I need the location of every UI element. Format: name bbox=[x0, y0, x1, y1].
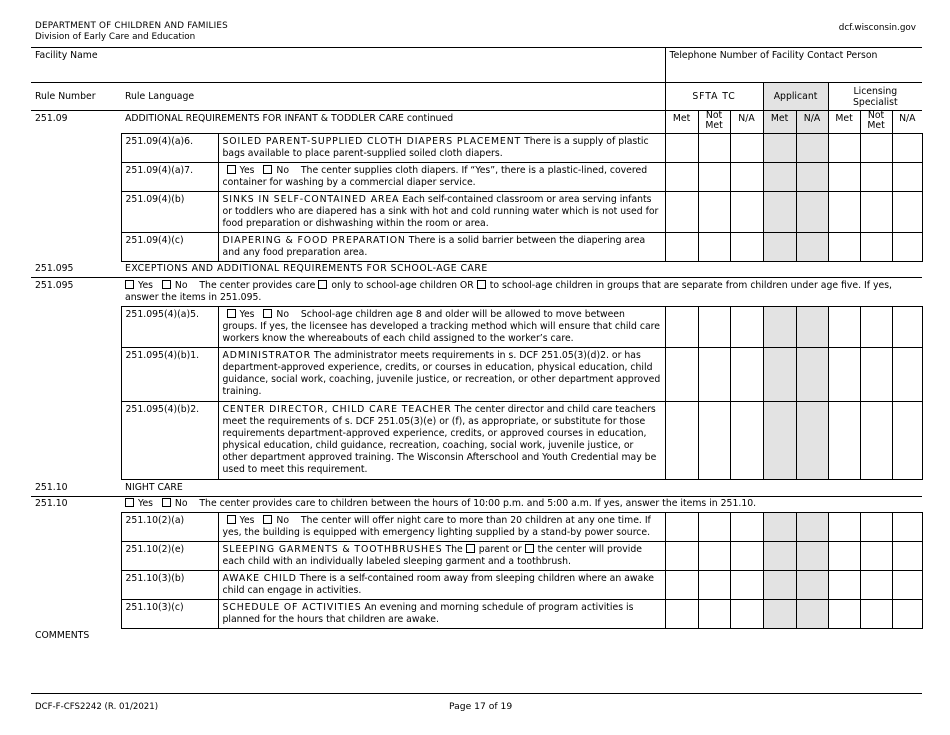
check-cell-ls-met[interactable] bbox=[828, 307, 860, 348]
check-cell-ls-not-met[interactable] bbox=[860, 163, 892, 192]
check-cell-ls-met[interactable] bbox=[828, 348, 860, 402]
check-cell-applicant-met[interactable] bbox=[763, 233, 796, 262]
check-cell-ls-met[interactable] bbox=[828, 402, 860, 480]
no-label: No bbox=[174, 280, 188, 291]
question-text-part: only to school-age children OR bbox=[331, 280, 474, 291]
check-cell-sfta-na[interactable] bbox=[730, 513, 763, 542]
check-cell-ls-na[interactable] bbox=[892, 134, 922, 163]
rule-number-header: Rule Number bbox=[31, 83, 121, 111]
comments-label: COMMENTS bbox=[35, 630, 90, 641]
check-cell-sfta-met[interactable] bbox=[665, 600, 698, 629]
rule-text: Each self-contained classroom or area serving infants or toddlers who are diapered has a sink with hot and cold running water which is not used for food preparation or dishwashing within the room or area. bbox=[222, 194, 659, 229]
yes-checkbox[interactable] bbox=[227, 165, 236, 174]
no-checkbox[interactable] bbox=[162, 280, 171, 289]
rule-number: 251.09(4)(c) bbox=[121, 233, 218, 262]
yes-checkbox[interactable] bbox=[125, 498, 134, 507]
check-cell-ls-na[interactable] bbox=[892, 163, 922, 192]
rule-text: There is a self-contained room away from sleeping children where an awake child can engage in activities. bbox=[222, 573, 654, 596]
check-cell-applicant-na[interactable] bbox=[796, 402, 828, 480]
facility-name-label: Facility Name bbox=[35, 50, 98, 61]
no-label: No bbox=[276, 165, 290, 176]
check-cell-sfta-na[interactable] bbox=[730, 233, 763, 262]
rule-number: 251.10(3)(c) bbox=[121, 600, 218, 629]
question-number: 251.095 bbox=[31, 278, 121, 307]
check-cell-sfta-met[interactable] bbox=[665, 307, 698, 348]
met-header: Met bbox=[665, 111, 698, 134]
check-cell-ls-not-met[interactable] bbox=[860, 192, 892, 233]
question-row bbox=[31, 278, 922, 307]
rule-text: The center supplies cloth diapers. If “Yes”, there is a plastic-lined, covered container for washing by a commercial diaper service. bbox=[222, 165, 648, 188]
rule-heading: AWAKE CHILD bbox=[222, 573, 297, 584]
not-met-header: Not Met bbox=[698, 111, 730, 134]
rule-language bbox=[218, 571, 665, 600]
check-cell-ls-not-met[interactable] bbox=[860, 307, 892, 348]
rule-text: The center director and child care teachers meet the requirements of s. DCF 251.05(3)(e) or (f), as appropriate, or substitute for those requirements department-approved experience, credits, or approved courses in education, physical education, child guidance, recreation, coaching, social work, juvenile justice, or other department approved training. The Wisconsin Afterschool and Youth Credential may be used to meet this requirement. bbox=[222, 404, 657, 475]
rule-heading: SLEEPING GARMENTS & TOOTHBRUSHES bbox=[222, 544, 443, 555]
check-cell-ls-na[interactable] bbox=[892, 571, 922, 600]
check-cell-ls-na[interactable] bbox=[892, 402, 922, 480]
check-cell-sfta-not-met[interactable] bbox=[698, 163, 730, 192]
no-label: No bbox=[174, 498, 188, 509]
check-cell-sfta-not-met[interactable] bbox=[698, 307, 730, 348]
document-header bbox=[35, 21, 228, 43]
comments-row[interactable] bbox=[31, 629, 922, 685]
check-cell-applicant-na[interactable] bbox=[796, 600, 828, 629]
section-title: NIGHT CARE bbox=[125, 482, 183, 493]
check-cell-sfta-na[interactable] bbox=[730, 402, 763, 480]
rule-heading: SINKS IN SELF-CONTAINED AREA bbox=[222, 194, 400, 205]
rule-row bbox=[31, 233, 922, 262]
met-header: Met bbox=[828, 111, 860, 134]
rule-text-part: The bbox=[445, 544, 463, 555]
check-cell-ls-met[interactable] bbox=[828, 600, 860, 629]
rule-heading: SOILED PARENT-SUPPLIED CLOTH DIAPERS PLACEMENT bbox=[222, 136, 522, 147]
rule-text: There is a solid barrier between the diapering area and any food preparation area. bbox=[222, 235, 646, 258]
check-cell-applicant-met[interactable] bbox=[763, 402, 796, 480]
rule-row bbox=[31, 348, 922, 402]
yes-checkbox[interactable] bbox=[125, 280, 134, 289]
separate-groups-checkbox[interactable] bbox=[477, 280, 486, 289]
question-text bbox=[121, 497, 922, 513]
only-school-age-checkbox[interactable] bbox=[318, 280, 327, 289]
rule-language bbox=[218, 348, 665, 402]
check-cell-sfta-not-met[interactable] bbox=[698, 600, 730, 629]
check-cell-applicant-na[interactable] bbox=[796, 542, 828, 571]
check-cell-sfta-met[interactable] bbox=[665, 402, 698, 480]
check-cell-ls-not-met[interactable] bbox=[860, 348, 892, 402]
check-cell-sfta-na[interactable] bbox=[730, 600, 763, 629]
licensing-specialist-header: Licensing Specialist bbox=[828, 83, 922, 111]
check-cell-ls-na[interactable] bbox=[892, 348, 922, 402]
check-cell-ls-met[interactable] bbox=[828, 542, 860, 571]
check-cell-sfta-met[interactable] bbox=[665, 571, 698, 600]
check-cell-ls-not-met[interactable] bbox=[860, 571, 892, 600]
na-header: N/A bbox=[796, 111, 828, 134]
rule-text-part: the center will provide each child with an individually labeled sleeping garment and a toothbrush. bbox=[222, 544, 642, 567]
rule-language bbox=[218, 600, 665, 629]
facility-name-field[interactable] bbox=[31, 48, 665, 83]
rule-language bbox=[218, 233, 665, 262]
footer-divider bbox=[31, 693, 922, 694]
check-cell-sfta-not-met[interactable] bbox=[698, 134, 730, 163]
check-cell-sfta-not-met[interactable] bbox=[698, 542, 730, 571]
yes-label: Yes bbox=[239, 515, 255, 526]
check-cell-ls-na[interactable] bbox=[892, 513, 922, 542]
met-header: Met bbox=[763, 111, 796, 134]
rule-text: An evening and morning schedule of program activities is planned for the hours that children are awake. bbox=[222, 602, 634, 625]
rule-row bbox=[31, 307, 922, 348]
rule-text-part: parent or bbox=[478, 544, 522, 555]
telephone-label: Telephone Number of Facility Contact Person bbox=[669, 50, 878, 61]
check-cell-ls-met[interactable] bbox=[828, 163, 860, 192]
check-cell-sfta-met[interactable] bbox=[665, 542, 698, 571]
rule-heading: DIAPERING & FOOD PREPARATION bbox=[222, 235, 406, 246]
rule-row bbox=[31, 192, 922, 233]
rule-text: School-age children age 8 and older will be allowed to move between groups. If yes, the licensee has developed a tracking method which will ensure that child care workers know the whereabouts of each child assigned to the worker’s care. bbox=[222, 309, 661, 344]
check-cell-applicant-met[interactable] bbox=[763, 571, 796, 600]
check-cell-ls-na[interactable] bbox=[892, 600, 922, 629]
check-cell-sfta-met[interactable] bbox=[665, 348, 698, 402]
rule-number: 251.10(2)(a) bbox=[121, 513, 218, 542]
check-cell-applicant-na[interactable] bbox=[796, 513, 828, 542]
rule-number: 251.095(4)(b)1. bbox=[121, 348, 218, 402]
rule-row bbox=[31, 571, 922, 600]
check-cell-ls-na[interactable] bbox=[892, 542, 922, 571]
check-cell-ls-not-met[interactable] bbox=[860, 542, 892, 571]
question-text-part: The center provides care bbox=[199, 280, 316, 291]
yes-label: Yes bbox=[138, 498, 154, 509]
rule-row bbox=[31, 513, 922, 542]
question-text-part: to school-age children in groups that are separate from children under age five. If yes, answer the items in 251.095. bbox=[125, 280, 893, 303]
check-cell-ls-na[interactable] bbox=[892, 307, 922, 348]
rule-row bbox=[31, 542, 922, 571]
check-cell-ls-not-met[interactable] bbox=[860, 402, 892, 480]
check-cell-applicant-na[interactable] bbox=[796, 163, 828, 192]
rule-language bbox=[218, 513, 665, 542]
check-cell-applicant-met[interactable] bbox=[763, 192, 796, 233]
rule-row bbox=[31, 163, 922, 192]
rule-language bbox=[218, 402, 665, 480]
check-cell-ls-na[interactable] bbox=[892, 192, 922, 233]
facility-row bbox=[31, 48, 922, 83]
rule-heading: CENTER DIRECTOR, CHILD CARE TEACHER bbox=[222, 404, 452, 415]
check-cell-applicant-met[interactable] bbox=[763, 163, 796, 192]
check-cell-applicant-na[interactable] bbox=[796, 348, 828, 402]
rule-row bbox=[31, 600, 922, 629]
check-cell-sfta-na[interactable] bbox=[730, 571, 763, 600]
check-cell-sfta-met[interactable] bbox=[665, 233, 698, 262]
rule-language bbox=[218, 307, 665, 348]
rule-language bbox=[218, 134, 665, 163]
check-cell-ls-not-met[interactable] bbox=[860, 513, 892, 542]
rule-number: 251.09(4)(a)7. bbox=[121, 163, 218, 192]
no-checkbox[interactable] bbox=[263, 515, 272, 524]
check-cell-sfta-met[interactable] bbox=[665, 134, 698, 163]
rule-number: 251.10(3)(b) bbox=[121, 571, 218, 600]
rule-language-header: Rule Language bbox=[121, 83, 665, 111]
check-cell-applicant-met[interactable] bbox=[763, 348, 796, 402]
center-checkbox[interactable] bbox=[525, 544, 534, 553]
check-cell-ls-na[interactable] bbox=[892, 233, 922, 262]
no-label: No bbox=[276, 515, 290, 526]
rule-number: 251.09(4)(a)6. bbox=[121, 134, 218, 163]
check-cell-sfta-not-met[interactable] bbox=[698, 233, 730, 262]
check-cell-applicant-met[interactable] bbox=[763, 134, 796, 163]
question-row bbox=[31, 497, 922, 513]
division-name: Division of Early Care and Education bbox=[35, 32, 196, 42]
yes-checkbox[interactable] bbox=[227, 309, 236, 318]
check-cell-applicant-met[interactable] bbox=[763, 513, 796, 542]
check-cell-sfta-na[interactable] bbox=[730, 163, 763, 192]
question-text bbox=[121, 278, 922, 307]
section-number: 251.095 bbox=[35, 262, 74, 274]
check-cell-applicant-na[interactable] bbox=[796, 233, 828, 262]
check-cell-sfta-met[interactable] bbox=[665, 513, 698, 542]
section-row-251-10 bbox=[31, 480, 922, 497]
section-row-251-095 bbox=[31, 262, 922, 278]
rule-row bbox=[31, 134, 922, 163]
check-cell-applicant-na[interactable] bbox=[796, 307, 828, 348]
rule-number: 251.10(2)(e) bbox=[121, 542, 218, 571]
check-cell-applicant-met[interactable] bbox=[763, 600, 796, 629]
department-name: DEPARTMENT OF CHILDREN AND FAMILIES bbox=[35, 21, 228, 31]
check-cell-ls-met[interactable] bbox=[828, 571, 860, 600]
website-link[interactable]: dcf.wisconsin.gov bbox=[838, 23, 916, 33]
check-cell-sfta-na[interactable] bbox=[730, 542, 763, 571]
check-cell-applicant-met[interactable] bbox=[763, 307, 796, 348]
checklist-table bbox=[31, 47, 923, 685]
parent-checkbox[interactable] bbox=[466, 544, 475, 553]
na-header: N/A bbox=[730, 111, 763, 134]
no-checkbox[interactable] bbox=[263, 165, 272, 174]
na-header: N/A bbox=[892, 111, 922, 134]
check-cell-ls-met[interactable] bbox=[828, 233, 860, 262]
check-cell-sfta-not-met[interactable] bbox=[698, 348, 730, 402]
check-cell-applicant-na[interactable] bbox=[796, 571, 828, 600]
rule-language bbox=[218, 163, 665, 192]
section-number: 251.10 bbox=[35, 481, 68, 493]
page-number: Page 17 of 19 bbox=[449, 701, 513, 712]
check-cell-sfta-na[interactable] bbox=[730, 348, 763, 402]
applicant-header: Applicant bbox=[763, 83, 828, 111]
rule-language bbox=[218, 542, 665, 571]
rule-number: 251.09(4)(b) bbox=[121, 192, 218, 233]
check-cell-ls-not-met[interactable] bbox=[860, 233, 892, 262]
yes-checkbox[interactable] bbox=[227, 515, 236, 524]
check-cell-sfta-na[interactable] bbox=[730, 307, 763, 348]
rule-heading: ADMINISTRATOR bbox=[222, 350, 311, 361]
check-cell-sfta-met[interactable] bbox=[665, 163, 698, 192]
section-title: ADDITIONAL REQUIREMENTS FOR INFANT & TODDLER CARE continued bbox=[121, 111, 665, 134]
not-met-header: Not Met bbox=[860, 111, 892, 134]
section-row-251-09 bbox=[31, 111, 922, 134]
check-cell-sfta-met[interactable] bbox=[665, 192, 698, 233]
rule-text: There is a supply of plastic bags available to place parent-supplied soiled cloth diapers. bbox=[222, 136, 649, 159]
check-cell-sfta-na[interactable] bbox=[730, 134, 763, 163]
rule-text: The administrator meets requirements in s. DCF 251.05(3)(d)2. or has department-approved experience, credits, or courses in education, physical education, child guidance, social work, coaching, juvenile justice, or recreation, or other department approved training. bbox=[222, 350, 661, 397]
check-cell-sfta-not-met[interactable] bbox=[698, 571, 730, 600]
check-cell-ls-not-met[interactable] bbox=[860, 134, 892, 163]
rule-number: 251.095(4)(b)2. bbox=[121, 402, 218, 480]
section-number: 251.09 bbox=[31, 111, 121, 134]
section-title: EXCEPTIONS AND ADDITIONAL REQUIREMENTS FOR SCHOOL-AGE CARE bbox=[125, 263, 488, 274]
check-cell-sfta-na[interactable] bbox=[730, 192, 763, 233]
rule-text: The center will offer night care to more than 20 children at any one time. If yes, the building is equipped with emergency lighting supplied by a stand-by power source. bbox=[222, 515, 651, 538]
yes-label: Yes bbox=[239, 165, 255, 176]
check-cell-applicant-na[interactable] bbox=[796, 192, 828, 233]
no-label: No bbox=[276, 309, 290, 320]
check-cell-sfta-not-met[interactable] bbox=[698, 192, 730, 233]
no-checkbox[interactable] bbox=[263, 309, 272, 318]
check-cell-ls-met[interactable] bbox=[828, 513, 860, 542]
check-cell-sfta-not-met[interactable] bbox=[698, 513, 730, 542]
no-checkbox[interactable] bbox=[162, 498, 171, 507]
check-cell-applicant-na[interactable] bbox=[796, 134, 828, 163]
check-cell-ls-met[interactable] bbox=[828, 192, 860, 233]
yes-label: Yes bbox=[239, 309, 255, 320]
sfta-tc-header: SFTA TC bbox=[665, 83, 763, 111]
form-id: DCF-F-CFS2242 (R. 01/2021) bbox=[35, 702, 159, 712]
yes-label: Yes bbox=[138, 280, 154, 291]
check-cell-ls-met[interactable] bbox=[828, 134, 860, 163]
rule-number: 251.095(4)(a)5. bbox=[121, 307, 218, 348]
check-cell-ls-not-met[interactable] bbox=[860, 600, 892, 629]
rule-heading: SCHEDULE OF ACTIVITIES bbox=[222, 602, 362, 613]
question-number: 251.10 bbox=[31, 497, 121, 513]
rule-language bbox=[218, 192, 665, 233]
question-text-part: The center provides care to children between the hours of 10:00 p.m. and 5:00 a.m. If yes, answer the items in 251.10. bbox=[199, 498, 757, 509]
telephone-field[interactable] bbox=[665, 48, 922, 83]
rule-row bbox=[31, 402, 922, 480]
column-header-row bbox=[31, 83, 922, 111]
check-cell-applicant-met[interactable] bbox=[763, 542, 796, 571]
check-cell-sfta-not-met[interactable] bbox=[698, 402, 730, 480]
